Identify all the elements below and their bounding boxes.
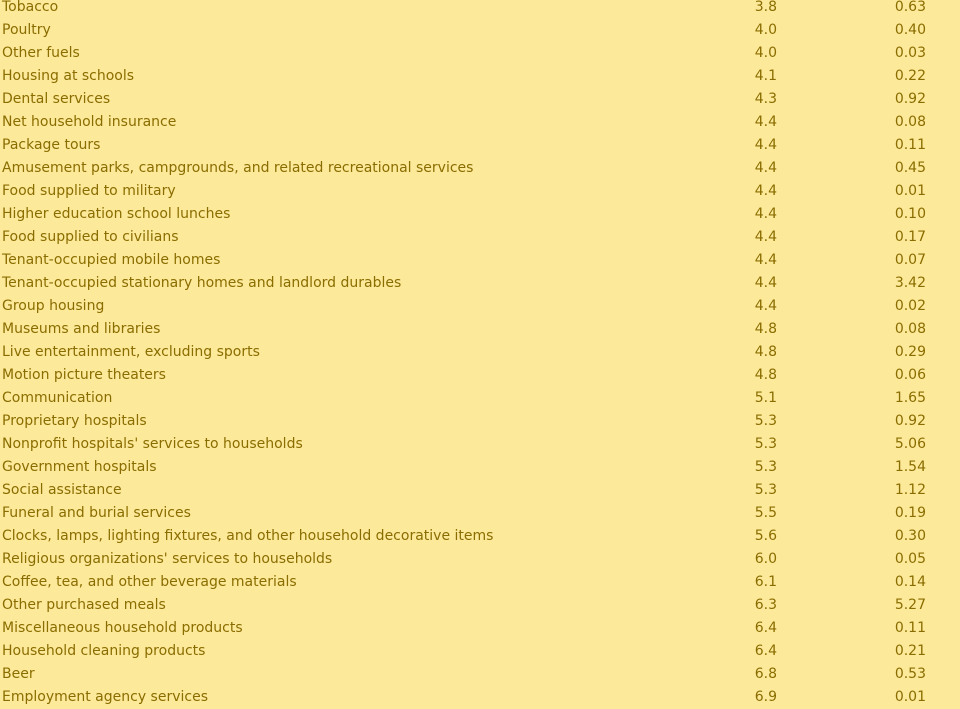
row-label: Higher education school lunches [2, 206, 231, 222]
value-column-1: 5.3 [754, 436, 777, 452]
row-label: Nonprofit hospitals' services to households [2, 436, 303, 452]
value-column-2: 0.63 [894, 0, 926, 15]
table-row [0, 686, 960, 709]
value-column-2: 5.27 [894, 597, 926, 613]
value-column-2: 0.19 [894, 505, 926, 521]
value-column-2: 0.92 [894, 413, 926, 429]
value-column-1: 3.8 [754, 0, 777, 15]
value-column-1: 4.1 [754, 68, 777, 84]
row-label: Religious organizations' services to households [2, 551, 333, 567]
table-row [0, 387, 960, 410]
row-label: Clocks, lamps, lighting fixtures, and other household decorative items [2, 528, 494, 544]
value-column-1: 4.8 [754, 344, 777, 360]
value-column-1: 6.3 [754, 597, 777, 613]
value-column-2: 1.65 [894, 390, 926, 406]
table-row [0, 134, 960, 157]
value-column-1: 5.5 [754, 505, 777, 521]
row-label: Tobacco [2, 0, 59, 15]
row-label: Tenant-occupied mobile homes [2, 252, 221, 268]
value-column-1: 4.4 [754, 229, 777, 245]
table-row [0, 341, 960, 364]
table-row [0, 525, 960, 548]
value-column-2: 0.22 [894, 68, 926, 84]
row-label: Government hospitals [2, 459, 157, 475]
value-column-1: 6.4 [754, 620, 777, 636]
value-column-1: 4.4 [754, 298, 777, 314]
value-column-2: 0.06 [894, 367, 926, 383]
table-row [0, 272, 960, 295]
table-row [0, 65, 960, 88]
row-label: Live entertainment, excluding sports [2, 344, 260, 360]
row-label: Museums and libraries [2, 321, 161, 337]
value-column-1: 6.9 [754, 689, 777, 705]
value-column-2: 1.12 [894, 482, 926, 498]
value-column-1: 4.4 [754, 183, 777, 199]
row-label: Group housing [2, 298, 105, 314]
row-label: Miscellaneous household products [2, 620, 243, 636]
row-label: Social assistance [2, 482, 122, 498]
value-column-2: 5.06 [894, 436, 926, 452]
table-row [0, 203, 960, 226]
row-label: Communication [2, 390, 113, 406]
value-column-2: 0.10 [894, 206, 926, 222]
value-column-2: 0.01 [894, 689, 926, 705]
row-label: Housing at schools [2, 68, 135, 84]
value-column-2: 0.40 [894, 22, 926, 38]
value-column-2: 0.21 [894, 643, 926, 659]
value-column-1: 4.4 [754, 137, 777, 153]
value-column-1: 4.4 [754, 160, 777, 176]
table-row [0, 617, 960, 640]
value-column-1: 5.6 [754, 528, 777, 544]
value-column-2: 0.01 [894, 183, 926, 199]
value-column-2: 1.54 [894, 459, 926, 475]
value-column-1: 5.3 [754, 482, 777, 498]
row-label: Food supplied to military [2, 183, 176, 199]
table-row [0, 433, 960, 456]
table-row [0, 410, 960, 433]
value-column-1: 4.4 [754, 114, 777, 130]
value-column-1: 4.8 [754, 367, 777, 383]
row-label: Coffee, tea, and other beverage materials [2, 574, 297, 590]
table-row [0, 295, 960, 318]
value-column-1: 4.4 [754, 252, 777, 268]
value-column-2: 0.03 [894, 45, 926, 61]
value-column-2: 0.45 [894, 160, 926, 176]
value-column-1: 5.3 [754, 413, 777, 429]
table-row [0, 640, 960, 663]
table-row [0, 249, 960, 272]
row-label: Food supplied to civilians [2, 229, 179, 245]
row-label: Other fuels [2, 45, 80, 61]
value-column-1: 6.4 [754, 643, 777, 659]
value-column-2: 0.08 [894, 321, 926, 337]
value-column-2: 0.02 [894, 298, 926, 314]
row-label: Package tours [2, 137, 101, 153]
value-column-1: 6.1 [754, 574, 777, 590]
table-row [0, 180, 960, 203]
table-row [0, 479, 960, 502]
value-column-2: 0.05 [894, 551, 926, 567]
row-label: Poultry [2, 22, 51, 38]
value-column-2: 0.11 [894, 137, 926, 153]
row-label: Employment agency services [2, 689, 209, 705]
value-column-2: 0.08 [894, 114, 926, 130]
value-column-1: 4.0 [754, 22, 777, 38]
row-label: Motion picture theaters [2, 367, 166, 383]
value-column-2: 0.30 [894, 528, 926, 544]
table-row [0, 157, 960, 180]
value-column-1: 6.8 [754, 666, 777, 682]
table-row [0, 19, 960, 42]
row-label: Household cleaning products [2, 643, 206, 659]
value-column-1: 4.4 [754, 275, 777, 291]
value-column-2: 0.53 [894, 666, 926, 682]
value-column-1: 4.3 [754, 91, 777, 107]
row-label: Proprietary hospitals [2, 413, 147, 429]
table-row [0, 548, 960, 571]
table-row [0, 42, 960, 65]
row-label: Amusement parks, campgrounds, and related recreational services [2, 160, 474, 176]
row-label: Funeral and burial services [2, 505, 191, 521]
table-row [0, 594, 960, 617]
row-label: Beer [2, 666, 35, 682]
table-row [0, 318, 960, 341]
value-column-2: 0.07 [894, 252, 926, 268]
value-column-2: 0.29 [894, 344, 926, 360]
table-row [0, 502, 960, 525]
row-label: Net household insurance [2, 114, 177, 130]
value-column-1: 4.8 [754, 321, 777, 337]
table-row [0, 456, 960, 479]
value-column-2: 3.42 [894, 275, 926, 291]
value-column-1: 6.0 [754, 551, 777, 567]
table-row [0, 663, 960, 686]
value-column-1: 4.4 [754, 206, 777, 222]
value-column-1: 5.3 [754, 459, 777, 475]
value-column-2: 0.17 [894, 229, 926, 245]
value-column-2: 0.14 [894, 574, 926, 590]
value-column-2: 0.92 [894, 91, 926, 107]
table-row [0, 0, 960, 19]
row-label: Other purchased meals [2, 597, 166, 613]
value-column-2: 0.11 [894, 620, 926, 636]
row-label: Dental services [2, 91, 111, 107]
table-row [0, 364, 960, 387]
table-row [0, 571, 960, 594]
table-row [0, 88, 960, 111]
value-column-1: 5.1 [754, 390, 777, 406]
table-row [0, 111, 960, 134]
value-column-1: 4.0 [754, 45, 777, 61]
table-row [0, 226, 960, 249]
row-label: Tenant-occupied stationary homes and landlord durables [2, 275, 402, 291]
